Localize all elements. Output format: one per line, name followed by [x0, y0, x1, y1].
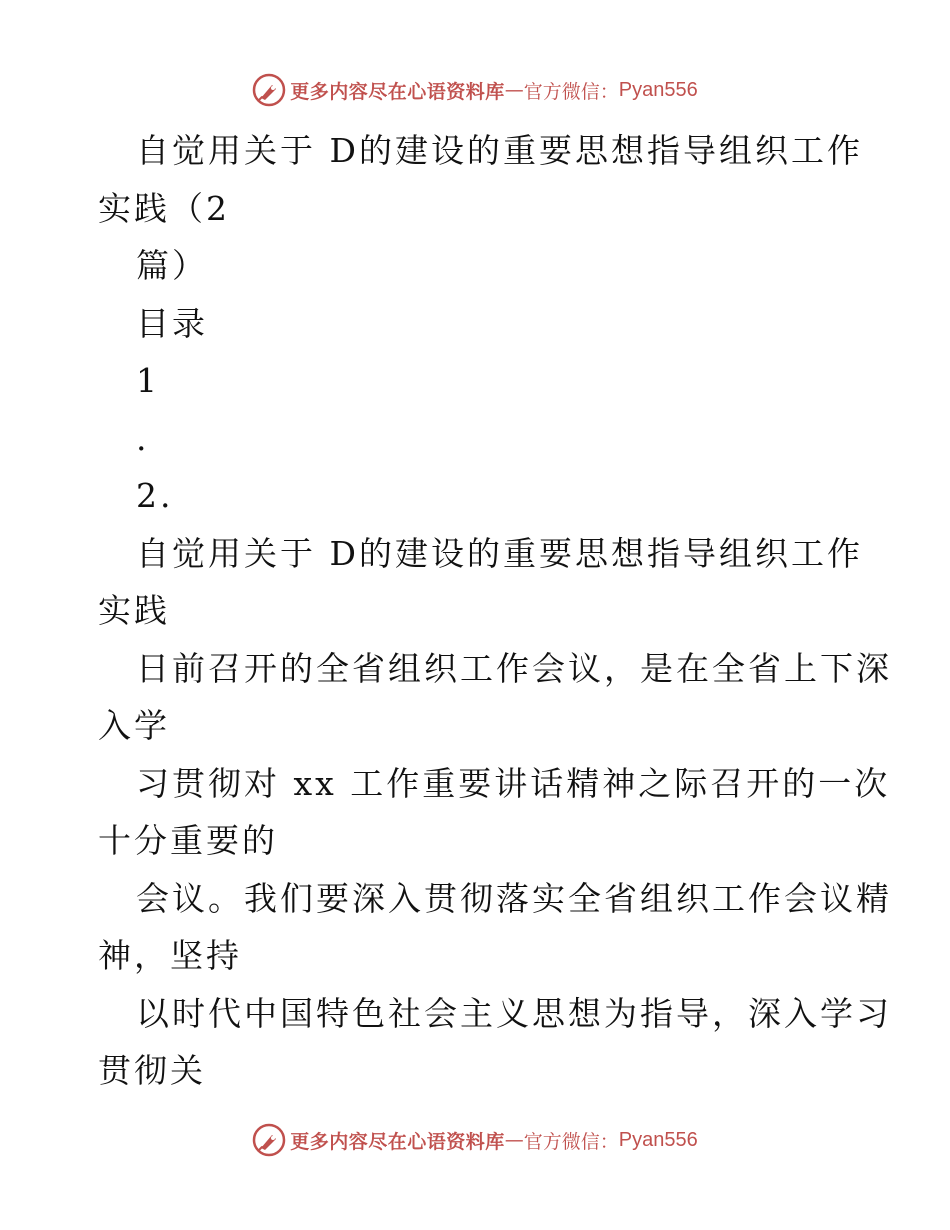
pen-nib-logo-icon — [252, 73, 286, 107]
banner-contact-label: 官方微信： — [523, 1130, 619, 1153]
document-line: 贯彻关 — [98, 1051, 206, 1090]
banner-brand-text: 更多内容尽在心语资料库 — [290, 80, 505, 103]
document-line: 会议。我们要深入贯彻落实全省组织工作会议精 — [136, 878, 892, 918]
banner-contact-id: Pyan556 — [618, 1128, 698, 1151]
document-line: 以时代中国特色社会主义思想为指导，深入学习 — [136, 993, 892, 1033]
document-line: 实践（2 — [98, 188, 230, 228]
document-line: 习贯彻对 xx 工作重要讲话精神之际召开的一次 — [136, 763, 891, 803]
document-line: 自觉用关于 D的建设的重要思想指导组织工作 — [136, 533, 863, 573]
banner-contact-label: 官方微信： — [523, 80, 619, 103]
pen-nib-logo-icon — [252, 1123, 286, 1157]
document-line: . — [136, 418, 150, 458]
footer-banner — [0, 1120, 950, 1160]
banner-dash: — — [504, 79, 524, 101]
document-line: 神，坚持 — [98, 936, 242, 975]
document-line: 实践 — [98, 591, 170, 630]
header-banner — [0, 70, 950, 110]
document-line: 2. — [136, 476, 174, 515]
document-line: 入学 — [98, 706, 170, 745]
document-line: 日前召开的全省组织工作会议，是在全省上下深 — [136, 648, 892, 688]
banner-brand-text: 更多内容尽在心语资料库 — [290, 1130, 505, 1153]
banner-dash: — — [504, 1129, 524, 1151]
document-line: 目录 — [136, 303, 208, 343]
document-line: 篇） — [136, 246, 208, 285]
document-body — [98, 122, 892, 1100]
document-line: 十分重要的 — [98, 821, 278, 860]
banner-contact-id: Pyan556 — [618, 78, 698, 101]
document-line: 自觉用关于 D的建设的重要思想指导组织工作 — [136, 131, 863, 170]
document-line: 1 — [136, 361, 160, 400]
